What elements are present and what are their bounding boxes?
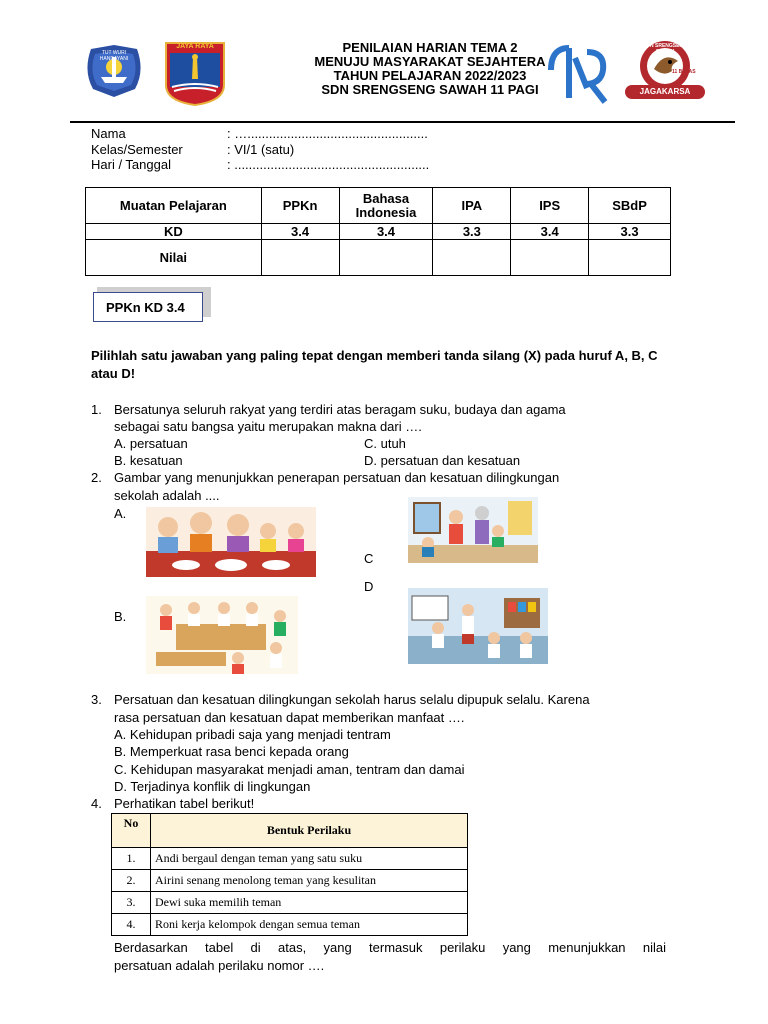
grades-header-ipa: IPA xyxy=(433,188,511,224)
grades-kd-ips: 3.4 xyxy=(511,224,589,240)
grades-table xyxy=(85,187,671,276)
jaya-raya-text: JAYA RAYA xyxy=(176,43,214,50)
q1-option-a[interactable]: A. persatuan xyxy=(114,436,188,451)
djr-logo xyxy=(545,40,611,106)
instructions: Pilihlah satu jawaban yang paling tepat dengan memberi tanda silang (X) pada huruf A, B, C atau D! xyxy=(91,348,658,381)
q1-option-c[interactable]: C. utuh xyxy=(364,436,406,451)
behavior-header-no: No xyxy=(112,814,151,848)
grades-header-subject: Muatan Pelajaran xyxy=(86,188,262,224)
class-group-discussion-picture[interactable] xyxy=(146,596,298,674)
q2-option-d[interactable]: D xyxy=(364,579,374,594)
q2-option-a[interactable]: A. xyxy=(114,506,127,521)
q3-option-d[interactable]: D. Terjadinya konflik di lingkungan xyxy=(114,779,311,794)
behavior-row-2-no: 2. xyxy=(112,870,151,892)
grades-header-ppkn: PPKn xyxy=(261,188,339,224)
q2-option-c[interactable]: C xyxy=(364,551,374,566)
header-title-line-1: PENILAIAN HARIAN TEMA 2 xyxy=(342,40,518,55)
q3-text-line-2: rasa persatuan dan kesatuan dapat memberikan manfaat …. xyxy=(114,710,465,725)
grades-kd-sbdp: 3.3 xyxy=(589,224,671,240)
grades-kd-ppkn: 3.4 xyxy=(261,224,339,240)
q2-text-line-1: Gambar yang menunjukkan penerapan persatuan dan kesatuan dilingkungan xyxy=(114,470,560,485)
behavior-row-4-no: 4. xyxy=(112,914,151,936)
identity-label-date: Hari / Tanggal xyxy=(91,157,171,172)
grades-header-sbdp: SBdP xyxy=(589,188,671,224)
grades-nilai-bahasa[interactable] xyxy=(339,240,433,276)
behavior-header-bentuk: Bentuk Perilaku xyxy=(151,814,468,848)
behavior-row-3-text: Dewi suka memilih teman xyxy=(151,892,468,914)
header-title-line-2: MENUJU MASYARAKAT SEJAHTERA xyxy=(314,54,546,69)
school-logo-top-text: SDN SRENGSENG SAWAH xyxy=(643,43,687,55)
classroom-cleaning-picture[interactable] xyxy=(408,588,548,664)
q2-number: 2. xyxy=(91,470,102,485)
q1-number: 1. xyxy=(91,402,102,417)
q1-option-b[interactable]: B. kesatuan xyxy=(114,453,183,468)
q2-option-b[interactable]: B. xyxy=(114,609,127,624)
family-dinner-picture[interactable] xyxy=(146,507,316,577)
q3-option-c[interactable]: C. Kehidupan masyarakat menjadi aman, tentram dan damai xyxy=(114,762,465,777)
grades-nilai-ips[interactable] xyxy=(511,240,589,276)
section-tag: PPKn KD 3.4 xyxy=(93,292,203,322)
q4-after-line-2: persatuan adalah perilaku nomor …. xyxy=(114,958,325,973)
header-title-line-3: TAHUN PELAJARAN 2022/2023 xyxy=(333,68,527,83)
q4-number: 4. xyxy=(91,796,102,811)
grades-header-bahasa: Bahasa Indonesia xyxy=(339,188,433,224)
header-title-line-4: SDN SRENGSENG SAWAH 11 PAGI xyxy=(321,82,539,97)
q4-after-line-1: Berdasarkan tabel di atas, yang termasuk perilaku yang menunjukkan nilai xyxy=(114,940,666,955)
behavior-row-3-no: 3. xyxy=(112,892,151,914)
behavior-row-2-text: Airini senang menolong teman yang kesulitan xyxy=(151,870,468,892)
school-logo-bottom-text: JAGAKARSA xyxy=(639,87,691,96)
identity-value-name[interactable]: : ….................................................. xyxy=(227,126,428,141)
grades-header-ips: IPS xyxy=(511,188,589,224)
grades-nilai-ipa[interactable] xyxy=(433,240,511,276)
identity-label-class: Kelas/Semester xyxy=(91,142,183,157)
q1-text-line-2: sebagai satu bangsa yaitu merupakan makna dari …. xyxy=(114,419,422,434)
grades-kd-label: KD xyxy=(86,224,262,240)
q2-text-line-2: sekolah adalah .... xyxy=(114,488,220,503)
behavior-row-1-text: Andi bergaul dengan teman yang satu suku xyxy=(151,848,468,870)
q3-option-b[interactable]: B. Memperkuat rasa benci kepada orang xyxy=(114,744,349,759)
grades-nilai-sbdp[interactable] xyxy=(589,240,671,276)
grades-kd-bahasa: 3.4 xyxy=(339,224,433,240)
grades-nilai-ppkn[interactable] xyxy=(261,240,339,276)
school-logo xyxy=(620,39,710,101)
kemdikbud-logo-text: TUT WURI HANDAYANI xyxy=(99,50,129,62)
q1-text-line-1: Bersatunya seluruh rakyat yang terdiri atas beragam suku, budaya dan agama xyxy=(114,402,566,417)
behavior-row-1-no: 1. xyxy=(112,848,151,870)
q3-number: 3. xyxy=(91,692,102,707)
q1-option-d[interactable]: D. persatuan dan kesatuan xyxy=(364,453,521,468)
identity-value-class: : VI/1 (satu) xyxy=(227,142,295,157)
q3-text-line-1: Persatuan dan kesatuan dilingkungan sekolah harus selalu dipupuk selalu. Karena xyxy=(114,692,590,707)
header-divider xyxy=(70,121,735,123)
behavior-table xyxy=(111,813,468,936)
grades-kd-ipa: 3.3 xyxy=(433,224,511,240)
q3-option-a[interactable]: A. Kehidupan pribadi saja yang menjadi tentram xyxy=(114,727,391,742)
grades-nilai-label: Nilai xyxy=(86,240,262,276)
q4-text-line-1: Perhatikan tabel berikut! xyxy=(114,796,255,811)
house-cleaning-picture[interactable] xyxy=(408,497,538,563)
school-logo-mid-text: 11 BELAS xyxy=(672,69,696,75)
behavior-row-4-text: Roni kerja kelompok dengan semua teman xyxy=(151,914,468,936)
identity-label-name: Nama xyxy=(91,126,126,141)
identity-value-date[interactable]: : ...................................................... xyxy=(227,157,430,172)
